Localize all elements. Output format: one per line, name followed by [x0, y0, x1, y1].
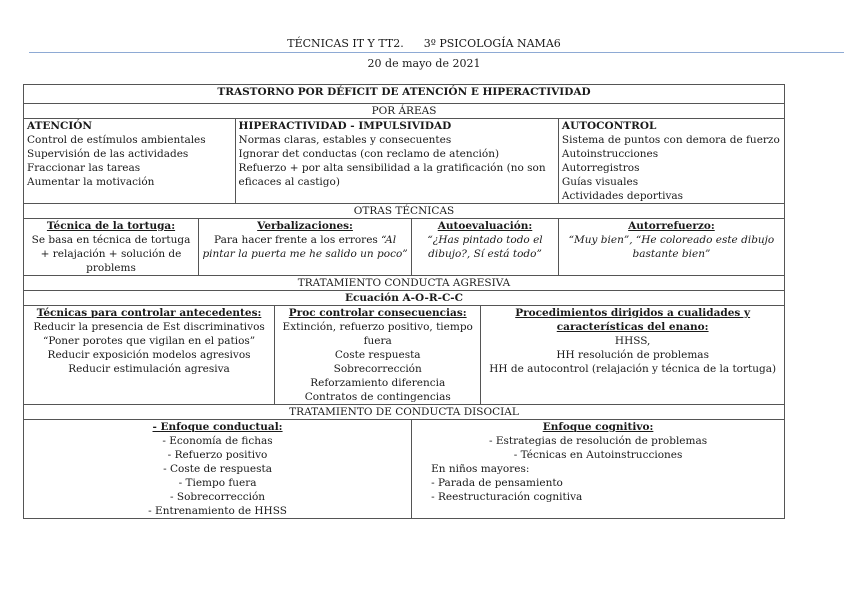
area-atencion: ATENCIÓN Control de estímulos ambientales Supervisión de las actividades Fraccionar las tareas Aumentar la motivación [24, 119, 236, 204]
tecnica-verbalizaciones: Verbalizaciones: Para hacer frente a los errores “Al pintar la puerta me he salido un poco” [199, 219, 412, 276]
document-header [0, 37, 848, 50]
tecnica-autorrefuerzo: Autorrefuerzo: “Muy bien”, “He coloreado este dibujo bastante bien” [558, 219, 784, 276]
summary-table [23, 84, 785, 519]
tecnica-autoevaluacion: Autoevaluación: “¿Has pintado todo el dibujo?, Sí está todo” [412, 219, 559, 276]
area-autocontrol: AUTOCONTROL Sistema de puntos con demora de fuerzo Autoinstrucciones Autorregistros Guías visuales Actividades deportivas [558, 119, 784, 204]
header-course: TÉCNICAS IT Y TT2. [287, 37, 404, 50]
header-date: 20 de mayo de 2021 [367, 57, 481, 70]
table-title: TRASTORNO POR DÉFICIT DE ATENCIÓN E HIPERACTIVIDAD [24, 85, 785, 104]
agresiva-cualidades: Procedimientos dirigidos a cualidades y características del enano: HHSS, HH resolución de problemas HH de autocontrol (relajación y técnica de la tortuga) [481, 306, 785, 405]
header-rule [29, 52, 844, 53]
section-agresiva: TRATAMIENTO CONDUCTA AGRESIVA [24, 276, 785, 291]
tecnica-tortuga: Técnica de la tortuga: Se basa en técnica de tortuga + relajación + solución de problems [24, 219, 199, 276]
header-group: 3º PSICOLOGÍA NAMA6 [423, 37, 561, 50]
section-otras-tecnicas: OTRAS TÉCNICAS [24, 204, 785, 219]
enfoque-conductual: - Enfoque conductual: - Economía de fichas - Refuerzo positivo - Coste de respuesta - Tiempo fuera - Sobrecorrección - Entrenamiento de HHSS [24, 420, 412, 519]
section-por-areas: POR ÁREAS [24, 104, 785, 119]
section-disocial: TRATAMIENTO DE CONDUCTA DISOCIAL [24, 405, 785, 420]
agresiva-consecuencias: Proc controlar consecuencias: Extinción, refuerzo positivo, tiempo fuera Coste respuesta Sobrecorrección Reforzamiento diferencia Contratos de contingencias [275, 306, 481, 405]
area-hiperactividad: HIPERACTIVIDAD - IMPULSIVIDAD Normas claras, estables y consecuentes Ignorar det conductas (con reclamo de atención) Refuerzo + por alta sensibilidad a la gratificación (no son eficaces al castigo) [235, 119, 558, 204]
ecuacion-aorcc: Ecuación A-O-R-C-C [24, 291, 785, 306]
agresiva-antecedentes: Técnicas para controlar antecedentes: Reducir la presencia de Est discriminativos “Poner porotes que vigilan en el patios” Reducir exposición modelos agresivos Reducir estimulación agresiva [24, 306, 275, 405]
enfoque-cognitivo: Enfoque cognitivo: - Estrategias de resolución de problemas - Técnicas en Autoinstrucciones En niños mayores: - Parada de pensamiento - Reestructuración cognitiva [412, 420, 785, 519]
